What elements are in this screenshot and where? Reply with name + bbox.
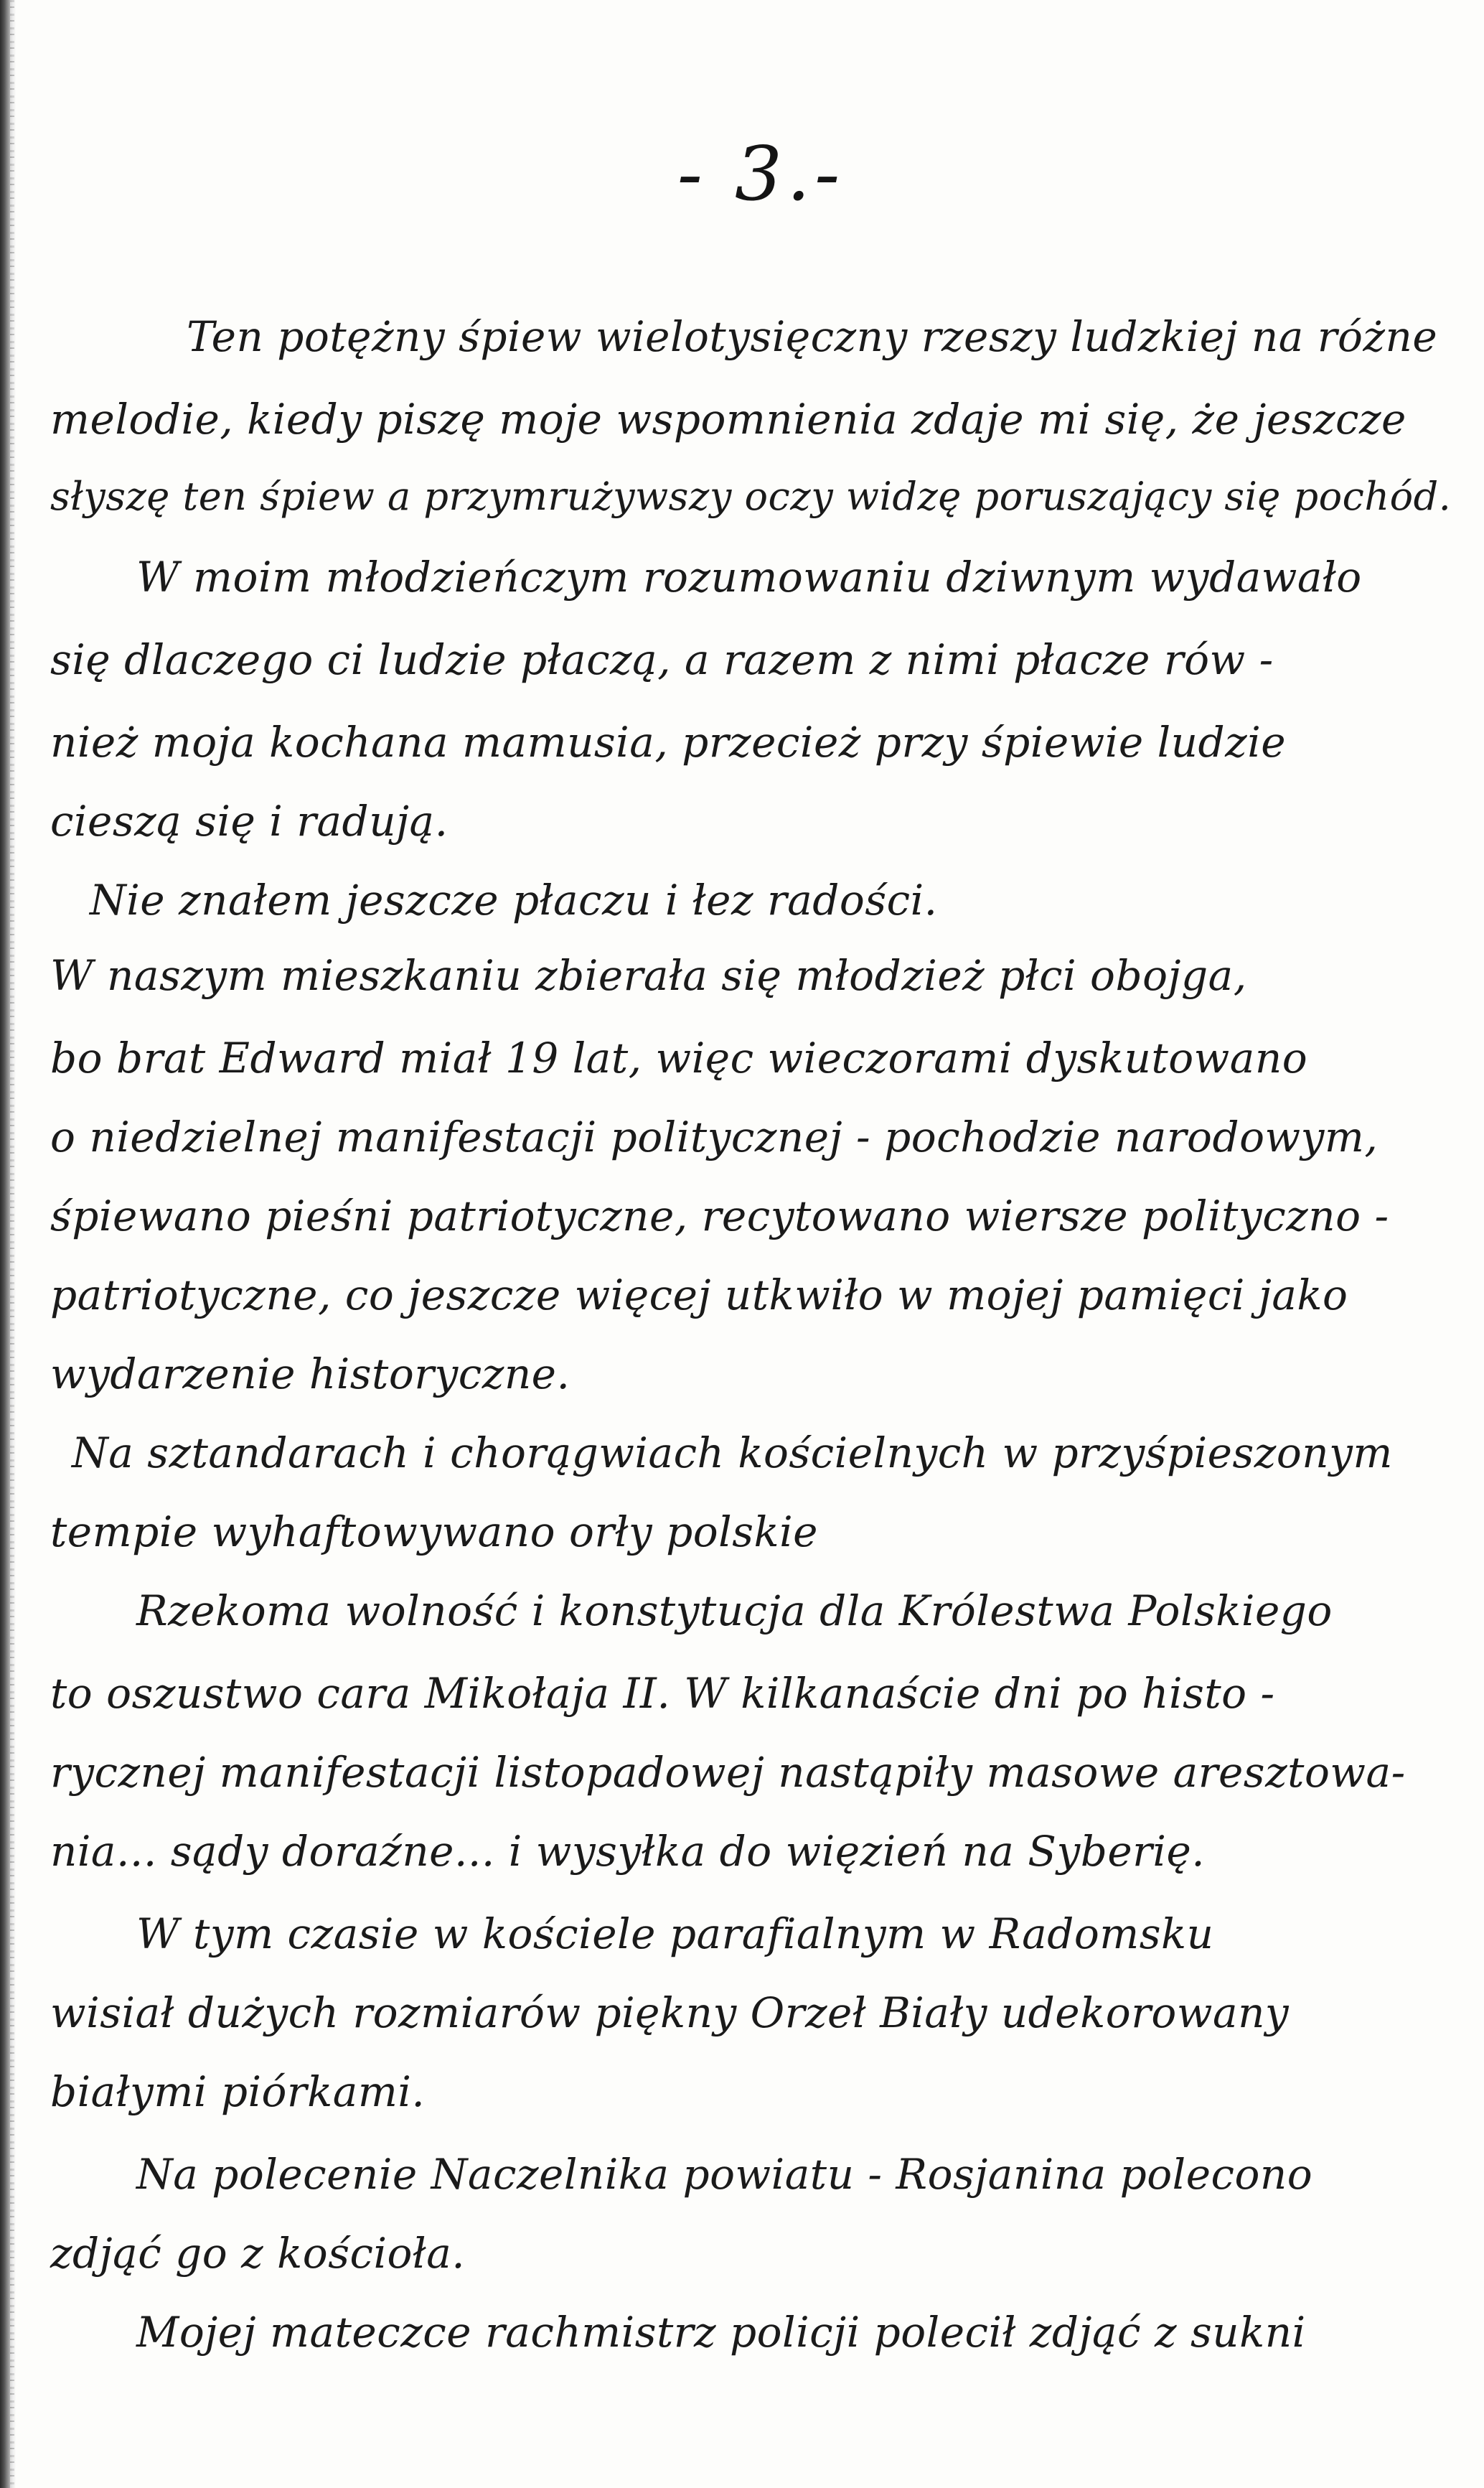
text-line: rycznej manifestacji listopadowej nastąpiły masowe aresztowa- (50, 1748, 1406, 1797)
text-line: W tym czasie w kościele parafialnym w Radomsku (136, 1909, 1214, 1958)
text-line: wisiał dużych rozmiarów piękny Orzeł Biały udekorowany (50, 1988, 1290, 2037)
text-line: Na polecenie Naczelnika powiatu - Rosjanina polecono (136, 2150, 1313, 2199)
text-line: Nie znałem jeszcze płaczu i łez radości. (90, 876, 938, 925)
text-line: o niedzielnej manifestacji politycznej - pochodzie narodowym, (50, 1113, 1379, 1161)
text-line: białymi piórkami. (50, 2067, 426, 2116)
text-line: nież moja kochana mamusia, przecież przy śpiewie ludzie (50, 718, 1287, 767)
text-line: słyszę ten śpiew a przymrużywszy oczy widzę poruszający się pochód. (50, 474, 1452, 519)
text-line: śpiewano pieśni patriotyczne, recytowano wiersze polityczno - (50, 1192, 1389, 1240)
text-line: melodie, kiedy piszę moje wspomnienia zdaje mi się, że jeszcze (50, 395, 1406, 444)
text-line: Rzekoma wolność i konstytucja dla Królestwa Polskiego (136, 1586, 1333, 1635)
text-line: tempie wyhaftowywano orły polskie (50, 1507, 818, 1556)
text-line: W moim młodzieńczym rozumowaniu dziwnym wydawało (136, 553, 1362, 602)
text-line: to oszustwo cara Mikołaja II. W kilkanaście dni po histo - (50, 1669, 1275, 1718)
text-line: cieszą się i radują. (50, 797, 449, 846)
text-line: W naszym mieszkaniu zbierała się młodzież płci obojga, (50, 951, 1247, 1000)
text-line: patriotyczne, co jeszcze więcej utkwiło w mojej pamięci jako (50, 1271, 1348, 1319)
page-number: - 3.- (677, 130, 845, 218)
text-line: Mojej mateczce rachmistrz policji polecił zdjąć z sukni (136, 2308, 1306, 2357)
binding-texture (10, 0, 14, 2488)
text-line: Ten potężny śpiew wielotysięczny rzeszy ludzkiej na różne (187, 312, 1438, 361)
text-line: bo brat Edward miał 19 lat, więc wieczorami dyskutowano (50, 1034, 1308, 1082)
text-line: wydarzenie historyczne. (50, 1350, 570, 1398)
text-line: zdjąć go z kościoła. (50, 2229, 466, 2278)
text-line: się dlaczego ci ludzie płaczą, a razem z nimi płacze rów - (50, 635, 1274, 684)
text-line: nia... sądy doraźne... i wysyłka do więzień na Syberię. (50, 1827, 1206, 1876)
text-line: Na sztandarach i chorągwiach kościelnych w przyśpieszonym (72, 1428, 1393, 1477)
